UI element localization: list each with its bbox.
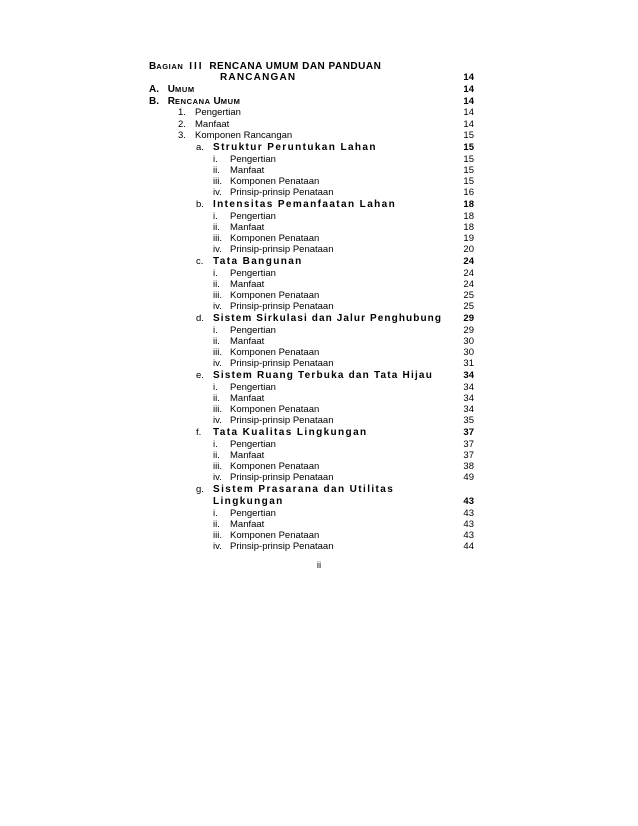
sub-row: ii. Manfaat — [213, 222, 265, 233]
section-a-title: UMUM — [167, 84, 195, 95]
sub-text: Pengertian — [230, 382, 276, 393]
sub-row: iv. Prinsip-prinsip Penataan — [213, 244, 334, 255]
sub-page: 16 — [463, 187, 474, 198]
sub-text: Prinsip-prinsip Penataan — [230, 244, 334, 255]
sub-text: Manfaat — [230, 519, 265, 530]
sub-page: 20 — [463, 244, 474, 255]
sub-page: 19 — [463, 233, 474, 244]
subsection-row: b. Intensitas Pemanfaatan Lahan — [196, 199, 397, 210]
section-b-title: RENCANA UMUM — [167, 96, 241, 107]
sub-row: i. Pengertian — [213, 508, 276, 519]
sub-row: ii. Manfaat — [213, 393, 265, 404]
sub-text: Komponen Penataan — [230, 176, 320, 187]
sub-row: iv. Prinsip-prinsip Penataan — [213, 358, 334, 369]
sub-text: Manfaat — [230, 165, 265, 176]
subsection-row: f. Tata Kualitas Lingkungan — [196, 427, 368, 438]
sub-row: iii. Komponen Penataan — [213, 461, 320, 472]
subsection-page: 34 — [463, 370, 474, 381]
sub-text: Komponen Penataan — [230, 461, 320, 472]
section-a-label: A. — [149, 84, 159, 95]
sub-text: Prinsip-prinsip Penataan — [230, 541, 334, 552]
sub-page: 30 — [463, 336, 474, 347]
sub-text: Manfaat — [230, 222, 265, 233]
item-page: 14 — [463, 119, 474, 130]
sub-row: i. Pengertian — [213, 154, 276, 165]
sub-text: Manfaat — [230, 393, 265, 404]
section-b-label: B. — [149, 96, 159, 107]
item-text: Manfaat — [195, 119, 230, 130]
sub-text: Prinsip-prinsip Penataan — [230, 358, 334, 369]
sub-text: Pengertian — [230, 325, 276, 336]
subsection-title: Tata Kualitas Lingkungan — [213, 427, 368, 438]
subsection-title: Sistem Prasarana dan Utilitas — [213, 484, 395, 495]
subsection-row: a. Struktur Peruntukan Lahan — [196, 142, 377, 153]
sub-row: ii. Manfaat — [213, 336, 265, 347]
sub-page: 24 — [463, 279, 474, 290]
sub-text: Pengertian — [230, 211, 276, 222]
sub-row: i. Pengertian — [213, 439, 276, 450]
item-row: 3. Komponen Rancangan — [178, 130, 293, 141]
sub-text: Manfaat — [230, 450, 265, 461]
subsection-title-cont: Lingkungan — [213, 496, 284, 507]
sub-page: 34 — [463, 393, 474, 404]
part-title-line1: RENCANA UMUM DAN PANDUAN — [209, 61, 382, 72]
sub-text: Komponen Penataan — [230, 347, 320, 358]
sub-page: 18 — [463, 222, 474, 233]
part-page: 14 — [463, 72, 474, 83]
sub-text: Prinsip-prinsip Penataan — [230, 472, 334, 483]
subsection-title: Tata Bangunan — [213, 256, 303, 267]
sub-page: 18 — [463, 211, 474, 222]
sub-row: iv. Prinsip-prinsip Penataan — [213, 415, 334, 426]
sub-row: iii. Komponen Penataan — [213, 233, 320, 244]
sub-text: Prinsip-prinsip Penataan — [230, 187, 334, 198]
sub-row: i. Pengertian — [213, 211, 276, 222]
sub-page: 31 — [463, 358, 474, 369]
sub-text: Prinsip-prinsip Penataan — [230, 415, 334, 426]
sub-row: iv. Prinsip-prinsip Penataan — [213, 541, 334, 552]
sub-text: Pengertian — [230, 508, 276, 519]
section-b-page: 14 — [463, 96, 474, 107]
sub-row: ii. Manfaat — [213, 165, 265, 176]
subsection-title: Sistem Sirkulasi dan Jalur Penghubung — [213, 313, 443, 324]
sub-text: Manfaat — [230, 279, 265, 290]
item-page: 14 — [463, 107, 474, 118]
section-a-page: 14 — [463, 84, 474, 95]
sub-row: ii. Manfaat — [213, 279, 265, 290]
item-row: 2. Manfaat — [178, 119, 230, 130]
item-text: Komponen Rancangan — [195, 130, 293, 141]
sub-page: 43 — [463, 508, 474, 519]
sub-row: ii. Manfaat — [213, 519, 265, 530]
sub-page: 25 — [463, 301, 474, 312]
sub-row: iii. Komponen Penataan — [213, 347, 320, 358]
sub-row: i. Pengertian — [213, 268, 276, 279]
sub-text: Pengertian — [230, 439, 276, 450]
sub-text: Komponen Penataan — [230, 404, 320, 415]
subsection-page: 24 — [463, 256, 474, 267]
item-text: Pengertian — [195, 107, 241, 118]
subsection-page: 15 — [463, 142, 474, 153]
sub-row: ii. Manfaat — [213, 450, 265, 461]
item-row: 1. Pengertian — [178, 107, 241, 118]
part-title-line2: RANCANGAN — [220, 72, 297, 83]
sub-text: Komponen Penataan — [230, 233, 320, 244]
sub-page: 37 — [463, 439, 474, 450]
sub-row: iii. Komponen Penataan — [213, 176, 320, 187]
sub-page: 49 — [463, 472, 474, 483]
sub-row: iv. Prinsip-prinsip Penataan — [213, 301, 334, 312]
subsection-row: d. Sistem Sirkulasi dan Jalur Penghubung — [196, 313, 443, 324]
subsection-title: Intensitas Pemanfaatan Lahan — [213, 199, 397, 210]
sub-text: Komponen Penataan — [230, 530, 320, 541]
sub-text: Pengertian — [230, 154, 276, 165]
part-prefix: BAGIAN — [149, 61, 184, 72]
item-page: 15 — [463, 130, 474, 141]
part-roman: III — [189, 61, 204, 72]
sub-page: 34 — [463, 404, 474, 415]
sub-page: 15 — [463, 176, 474, 187]
subsection-page: 18 — [463, 199, 474, 210]
subsection-title: Struktur Peruntukan Lahan — [213, 142, 377, 153]
sub-page: 25 — [463, 290, 474, 301]
sub-page: 34 — [463, 382, 474, 393]
sub-row: iv. Prinsip-prinsip Penataan — [213, 187, 334, 198]
sub-row: i. Pengertian — [213, 325, 276, 336]
sub-text: Manfaat — [230, 336, 265, 347]
sub-row: iii. Komponen Penataan — [213, 404, 320, 415]
subsection-page: 43 — [463, 496, 474, 507]
subsection-page: 37 — [463, 427, 474, 438]
subsection-title: Sistem Ruang Terbuka dan Tata Hijau — [213, 370, 433, 381]
sub-text: Komponen Penataan — [230, 290, 320, 301]
sub-page: 35 — [463, 415, 474, 426]
sub-page: 44 — [463, 541, 474, 552]
subsection-page: 29 — [463, 313, 474, 324]
sub-page: 30 — [463, 347, 474, 358]
sub-page: 43 — [463, 530, 474, 541]
sub-page: 37 — [463, 450, 474, 461]
sub-page: 43 — [463, 519, 474, 530]
subsection-row: e. Sistem Ruang Terbuka dan Tata Hijau — [196, 370, 433, 381]
sub-row: i. Pengertian — [213, 382, 276, 393]
sub-row: iii. Komponen Penataan — [213, 290, 320, 301]
sub-text: Pengertian — [230, 268, 276, 279]
subsection-row: c. Tata Bangunan — [196, 256, 303, 267]
sub-row: iii. Komponen Penataan — [213, 530, 320, 541]
sub-page: 15 — [463, 165, 474, 176]
sub-page: 29 — [463, 325, 474, 336]
subsection-row: g. Sistem Prasarana dan Utilitas — [196, 484, 395, 495]
sub-page: 24 — [463, 268, 474, 279]
sub-row: iv. Prinsip-prinsip Penataan — [213, 472, 334, 483]
sub-page: 15 — [463, 154, 474, 165]
sub-page: 38 — [463, 461, 474, 472]
sub-text: Prinsip-prinsip Penataan — [230, 301, 334, 312]
page-number: ii — [316, 560, 322, 571]
